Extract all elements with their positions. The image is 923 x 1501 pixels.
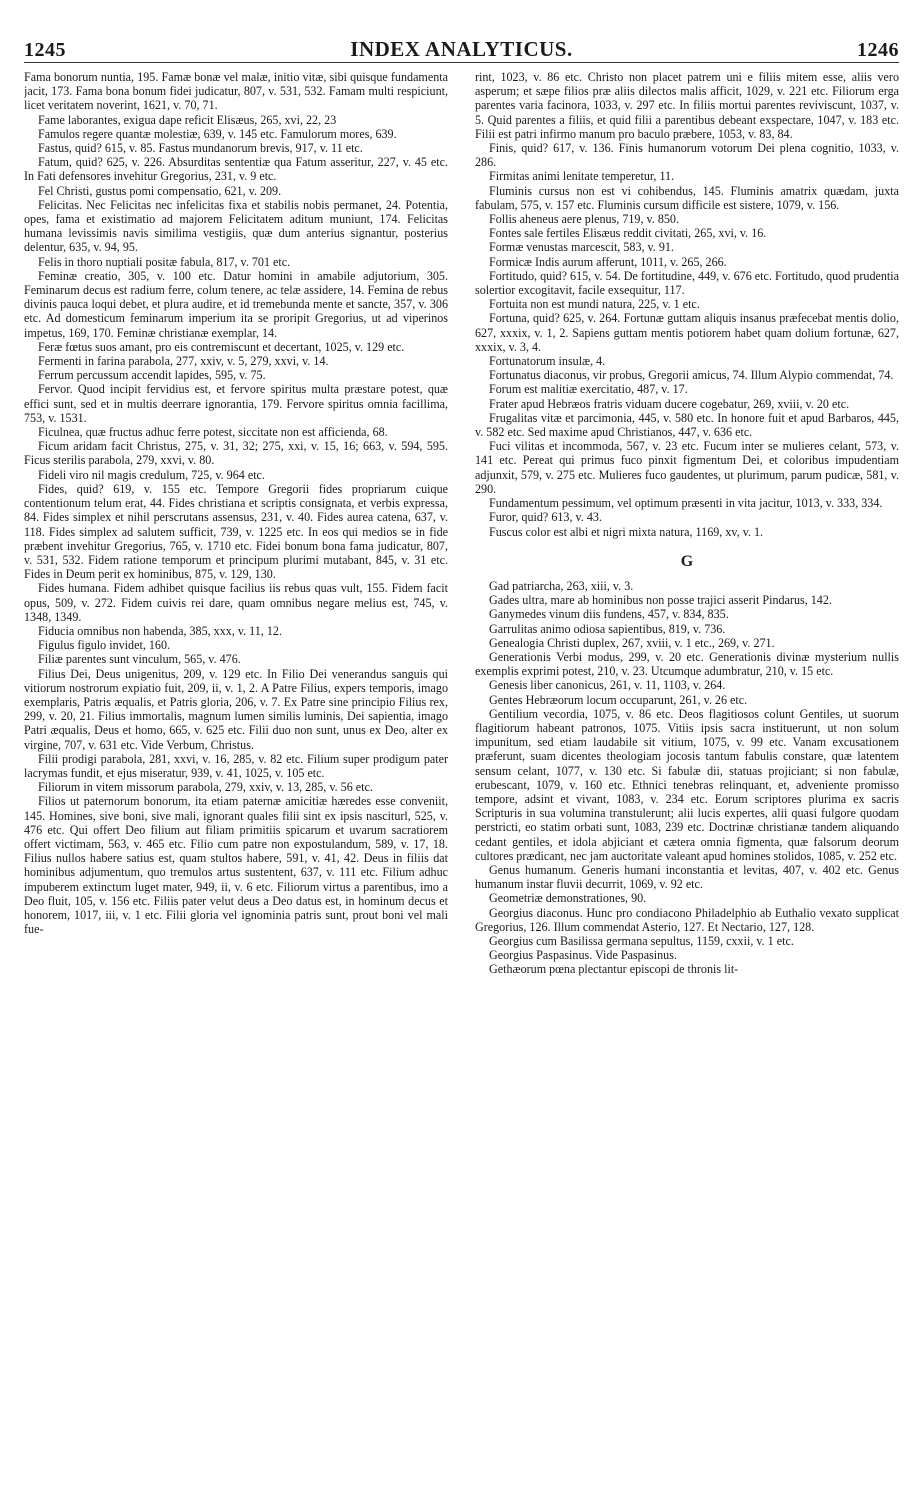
- index-entry: Fastus, quid? 615, v. 85. Fastus mundanorum brevis, 917, v. 11 etc.: [38, 141, 363, 156]
- index-entry: Gades ultra, mare ab hominibus non posse trajici asserit Pindarus, 142.: [489, 593, 832, 608]
- index-entry: Felis in thoro nuptiali positæ fabula, 817, v. 701 etc.: [38, 254, 291, 269]
- index-entry: Filiorum in vitem missorum parabola, 279, xxiv, v. 13, 285, v. 56 etc.: [38, 780, 373, 795]
- index-entry: Fortitudo, quid? 615, v. 54. De fortitudine, 449, v. 676 etc. Fortitudo, quod prudentia solertior excogitavit, facile exsequitur, 117.: [475, 268, 899, 298]
- index-entry: Felicitas. Nec Felicitas nec infelicitas fixa et stabilis nobis permanet, 24. Potentia, opes, fama et existimatio ad majorem Felicitatem aditum muniunt, 174. Felicitas humana levissimis navis similima vestigiis, quæ dum anterius signantur, posterius delentur, 635, v. 94, 95.: [24, 197, 448, 255]
- index-entry: Fuci vilitas et incommoda, 567, v. 23 etc. Fucum inter se mulieres celant, 573, v. 141 etc. Pereat qui primus fuco pinxit figmentum Dei, et coloribus impudentiam adjunxit, 579, v. 275 etc. Mulieres fuco gaudentes, ut plurimum, parum pudicæ, 581, v. 290.: [475, 439, 899, 496]
- index-entry: Follis aheneus aere plenus, 719, v. 850.: [489, 212, 679, 227]
- index-entry: Frater apud Hebræos fratris viduam ducere cogebatur, 269, xviii, v. 20 etc.: [489, 396, 850, 411]
- left-column: [24, 70, 448, 1485]
- index-entry: Feræ fœtus suos amant, pro eis contremiscunt et decertant, 1025, v. 129 etc.: [38, 339, 405, 354]
- right-column-g-entries: [475, 579, 899, 977]
- index-entry: Gentes Hebræorum locum occuparunt, 261, v. 26 etc.: [489, 692, 748, 707]
- index-entry: Genesis liber canonicus, 261, v. 11, 1103, v. 264.: [489, 678, 726, 693]
- index-entry: Ficum aridam facit Christus, 275, v. 31, 32; 275, xxi, v. 15, 16; 663, v. 594, 595. Ficus sterilis parabola, 279, xxvi, v. 80.: [24, 439, 448, 468]
- index-entry: Fuscus color est albi et nigri mixta natura, 1169, xv, v. 1.: [489, 524, 764, 539]
- index-entry: Fortuna, quid? 625, v. 264. Fortunæ guttam aliquis insanus præfecebat mentis dolio, 627, xxxix, v. 1, 2. Sapiens guttam mentis potiorem habet quam dolium fortunæ, 627, xxxix, v. 3, 4.: [475, 311, 899, 354]
- index-entry: Formicæ Indis aurum afferunt, 1011, v. 265, 266.: [489, 254, 727, 269]
- index-entry: Feminæ creatio, 305, v. 100 etc. Datur homini in amabile adjutorium, 305. Feminarum decus est radium ferre, colum tenere, ac telæ assidere, 14. Femina de rebus divinis pauca loqui debet, et plura audire, et id tremebunda mente et sancte, 357, v. 306 etc. Ad domesticum feminarum imperium ita se proripit Gregorius, ut ad viperinos impetus, 169, 170. Feminæ christianæ exemplar, 14.: [24, 268, 448, 340]
- index-entry: Genealogia Christi duplex, 267, xviii, v. 1 etc., 269, v. 271.: [489, 635, 775, 650]
- index-entry: Gad patriarcha, 263, xiii, v. 3.: [489, 578, 634, 593]
- left-page-number: 1245: [24, 39, 66, 61]
- index-entry: Fame laborantes, exigua dape reficit Elisæus, 265, xvi, 22, 23: [38, 112, 337, 127]
- index-entry: rint, 1023, v. 86 etc. Christo non placet patrem uni e filiis mitem esse, aliis vero asperum; et sæpe filios præ aliis dilectos malis afficit, 1029, v. 221 etc. Filiorum erga parentes varia facinora, 1033, v. 297 etc. In filiis mortui parentes reviviscunt, 1037, v. 5. Quid parentes a filiis, et quid filii a parentibus debeant exspectare, 1047, v. 183 etc. Filii est patri infirmo manum pro baculo præbere, 1053, v. 83, 84.: [475, 70, 899, 141]
- index-entry: Filios ut paternorum bonorum, ita etiam paternæ amicitiæ hæredes esse conveniit, 145. Homines, sive boni, sive mali, ignorant quales filii sint ex ipsis nasciturl, 525, v. 476 etc. Qui offert Deo filium aut filiam primitiis spicarum et uvarum sacratiorem offert victimam, 563, v. 465 etc. Filio cum patre non expostulandum, 589, v. 17, 18. Filius nullos habere satius est, quam stultos habere, 591, v. 41, 42. Deus in filiis dat hominibus adjumentum, quo tremulos artus sustentent, 637, v. 111 etc. Filium adhuc impuberem extinctum luget mater, 949, ii, v. 6 etc. Filiorum virtus a parentibus, imo a Deo fluit, 105, v. 156 etc. Filiis pater velut deus a Deo datus est, in hominum decus et honorem, 1017, iii, v. 1 etc. Filii gloria vel ignominia patris sunt, prout boni vel mali fue-: [24, 794, 448, 937]
- index-entry: Fontes sale fertiles Elisæus reddit civitati, 265, xvi, v. 16.: [489, 226, 767, 241]
- index-entry: Gethæorum pœna plectantur episcopi de thronis lit-: [489, 962, 739, 977]
- index-entry: Fortuita non est mundi natura, 225, v. 1 etc.: [489, 297, 700, 312]
- right-page-number: 1246: [856, 39, 899, 61]
- index-entry: Fiducia omnibus non habenda, 385, xxx, v. 11, 12.: [38, 623, 282, 638]
- index-entry: Filii prodigi parabola, 281, xxvi, v. 16, 285, v. 82 etc. Filium super prodigum pater lacrymas fundit, et ejus miseratur, 939, v. 41, 1025, v. 105 etc.: [24, 751, 448, 780]
- index-entry: Fides humana. Fidem adhibet quisque facilius iis rebus quas vult, 155. Fidem facit opus, 509, v. 272. Fidem cuivis rei dare, quam omnibus negare melius est, 745, v. 1348, 1349.: [24, 581, 448, 624]
- index-entry: Fervor. Quod incipit fervidius est, et fervore spiritus multa præstare potest, quæ effici sunt, sed et in multis deerrare ignorantia, 179. Fervore spiritus omnia facillima, 753, v. 1531.: [24, 382, 448, 425]
- index-entry: Fides, quid? 619, v. 155 etc. Tempore Gregorii fides propriarum cuique contentionum telum erat, 44. Fides christiana et scriptis consignata, et verbis expressa, 84. Fides simplex et nihil perscrutans assensus, 231, v. 40. Fides aurea catena, 637, v. 118. Fides simplex ad salutem sufficit, 739, v. 1225 etc. In eos qui medios se in fide præbent invehitur Gregorius, 765, v. 1710 etc. Fidei bonum bona fama judicatur, 807, v. 531, 532. Fidem ratione temporum et principum plurimi mutabant, 845, v. 31 etc. Fides in Deum perit ex hominibus, 875, v. 129, 130.: [24, 481, 448, 582]
- index-entry: Figulus figulo invidet, 160.: [38, 638, 171, 653]
- index-entry: Geometriæ demonstrationes, 90.: [489, 891, 647, 906]
- section-letter-g: G: [680, 552, 694, 570]
- index-entry: Fideli viro nil magis credulum, 725, v. 964 etc.: [38, 467, 265, 482]
- index-entry: Forum est malitiæ exercitatio, 487, v. 17.: [489, 382, 688, 397]
- index-entry: Garrulitas animo odiosa sapientibus, 819, v. 736.: [489, 621, 726, 636]
- index-entry: Generationis Verbi modus, 299, v. 20 etc. Generationis divinæ mysterium nullis exemplis exprimi potest, 210, v. 23. Utcumque adumbratur, 210, v. 15 etc.: [475, 649, 899, 679]
- index-entry: Furor, quid? 613, v. 43.: [489, 510, 602, 525]
- right-column: [475, 70, 899, 1485]
- right-column-f-entries: [475, 70, 899, 539]
- index-entry: Frugalitas vitæ et parcimonia, 445, v. 580 etc. In honore fuit et apud Barbaros, 445, v. 582 etc. Sed maxime apud Christianos, 447, v. 636 etc.: [475, 410, 899, 440]
- index-entry: Ficulnea, quæ fructus adhuc ferre potest, siccitate non est afficienda, 68.: [38, 425, 388, 440]
- index-entry: Gentilium vecordia, 1075, v. 86 etc. Deos flagitiosos colunt Gentiles, ut suorum flagitiorum habeant patronos, 1075. Vitiis ipsis sacra instituerunt, ut non solum impunitum, sed etiam laudabile sit vitium, 1075, v. 99 etc. Vanam excusationem præferunt, suam dicentes theologiam jocosis tantum fabulis constare, quæ latentem sensum celant, 1077, v. 130 etc. Si fabulæ dii, statuas projiciant; si non fabulæ, erubescant, 1079, v. 160 etc. Ethnici tenebras relinquant, et, adveniente promisso tempore, adsint et vivant, 1083, v. 234 etc. Eorum scriptores plurima ex sacris Scripturis in sua volumina transtulerunt; alii lucis expertes, alii quasi fulgore quodam perstricti, eo statim orbati sunt, 1083, 239 etc. Doctrinæ christianæ tandem aliquando cedant gentiles, et idola abjiciant et cætera omnia figmenta, quæ falsorum deorum cultores prædicant, nec jam auctoritate valeant apud homines stolidos, 1085, v. 252 etc.: [475, 706, 899, 863]
- running-title: INDEX ANALYTICUS.: [350, 37, 573, 61]
- index-entry: Fortunatus diaconus, vir probus, Gregorii amicus, 74. Illum Alypio commendat, 74.: [489, 368, 894, 383]
- index-entry: Fundamentum pessimum, vel optimum præsenti in vita jacitur, 1013, v. 333, 334.: [489, 496, 883, 511]
- index-entry: Firmitas animi lenitate temperetur, 11.: [489, 169, 675, 184]
- index-entry: Georgius cum Basilissa germana sepultus, 1159, cxxii, v. 1 etc.: [489, 933, 794, 948]
- index-entry: Famulos regere quantæ molestiæ, 639, v. 145 etc. Famulorum mores, 639.: [38, 126, 397, 141]
- index-entry: Fel Christi, gustus pomi compensatio, 621, v. 209.: [38, 183, 282, 198]
- index-entry: Finis, quid? 617, v. 136. Finis humanorum votorum Dei plena cognitio, 1033, v. 286.: [475, 141, 899, 170]
- index-entry: Georgius diaconus. Hunc pro condiacono Philadelphio ab Euthalio vexato supplicat Gregorius, 126. Illum commendat Asterio, 127. Et Nectario, 127, 128.: [475, 905, 899, 934]
- index-entry: Georgius Paspasinus. Vide Paspasinus.: [489, 948, 677, 963]
- index-entry: Fortunatorum insulæ, 4.: [489, 354, 606, 369]
- index-entry: Filiæ parentes sunt vinculum, 565, v. 476.: [38, 652, 241, 667]
- index-entry: Ferrum percussum accendit lapides, 595, v. 75.: [38, 368, 266, 383]
- index-entry: Genus humanum. Generis humani inconstantia et levitas, 407, v. 402 etc. Genus humanum instar fluvii decurrit, 1069, v. 92 etc.: [475, 862, 899, 892]
- page-header: [24, 36, 899, 63]
- index-entry: Formæ venustas marcescit, 583, v. 91.: [489, 240, 674, 255]
- index-entry: Fermenti in farina parabola, 277, xxiv, v. 5, 279, xxvi, v. 14.: [38, 354, 329, 369]
- index-entry: Fluminis cursus non est vi cohibendus, 145. Fluminis amatrix quædam, juxta fabulam, 575, v. 157 etc. Fluminis cursum difficile est sistere, 1079, v. 156.: [475, 183, 899, 212]
- index-entry: Filius Dei, Deus unigenitus, 209, v. 129 etc. In Filio Dei venerandus sanguis qui vitiorum nostrorum expiatio fuit, 209, ii, v. 1, 2. A Patre Filius, expers temporis, imago exemplaris, Patris æqualis, et Patris gloria, 206, v. 7. Ex Patre sine principio Filius rex, 299, v. 20, 21. Filius immortalis, magnum lumen similis luminis, Dei sapientia, imago Patri æqualis, Deus et homo, 665, v. 625 etc. Filii duo non sunt, unus ex Deo, alter ex virgine, 707, v. 631 etc. Vide Verbum, Christus.: [24, 666, 448, 752]
- index-entry: Ganymedes vinum diis fundens, 457, v. 834, 835.: [489, 607, 729, 622]
- text-columns: [24, 70, 899, 1485]
- index-entry: Fatum, quid? 625, v. 226. Absurditas sententiæ qua Fatum asseritur, 227, v. 45 etc. In Fati defensores invehitur Gregorius, 231, v. 9 etc.: [24, 155, 448, 184]
- index-entry: Fama bonorum nuntia, 195. Famæ bonæ vel malæ, initio vitæ, sibi quisque fundamenta jacit, 173. Fama bona bonum fidei judicatur, 807, v. 531, 532. Famam multi respiciunt, licet veritatem noverint, 1621, v. 70, 71.: [24, 70, 448, 113]
